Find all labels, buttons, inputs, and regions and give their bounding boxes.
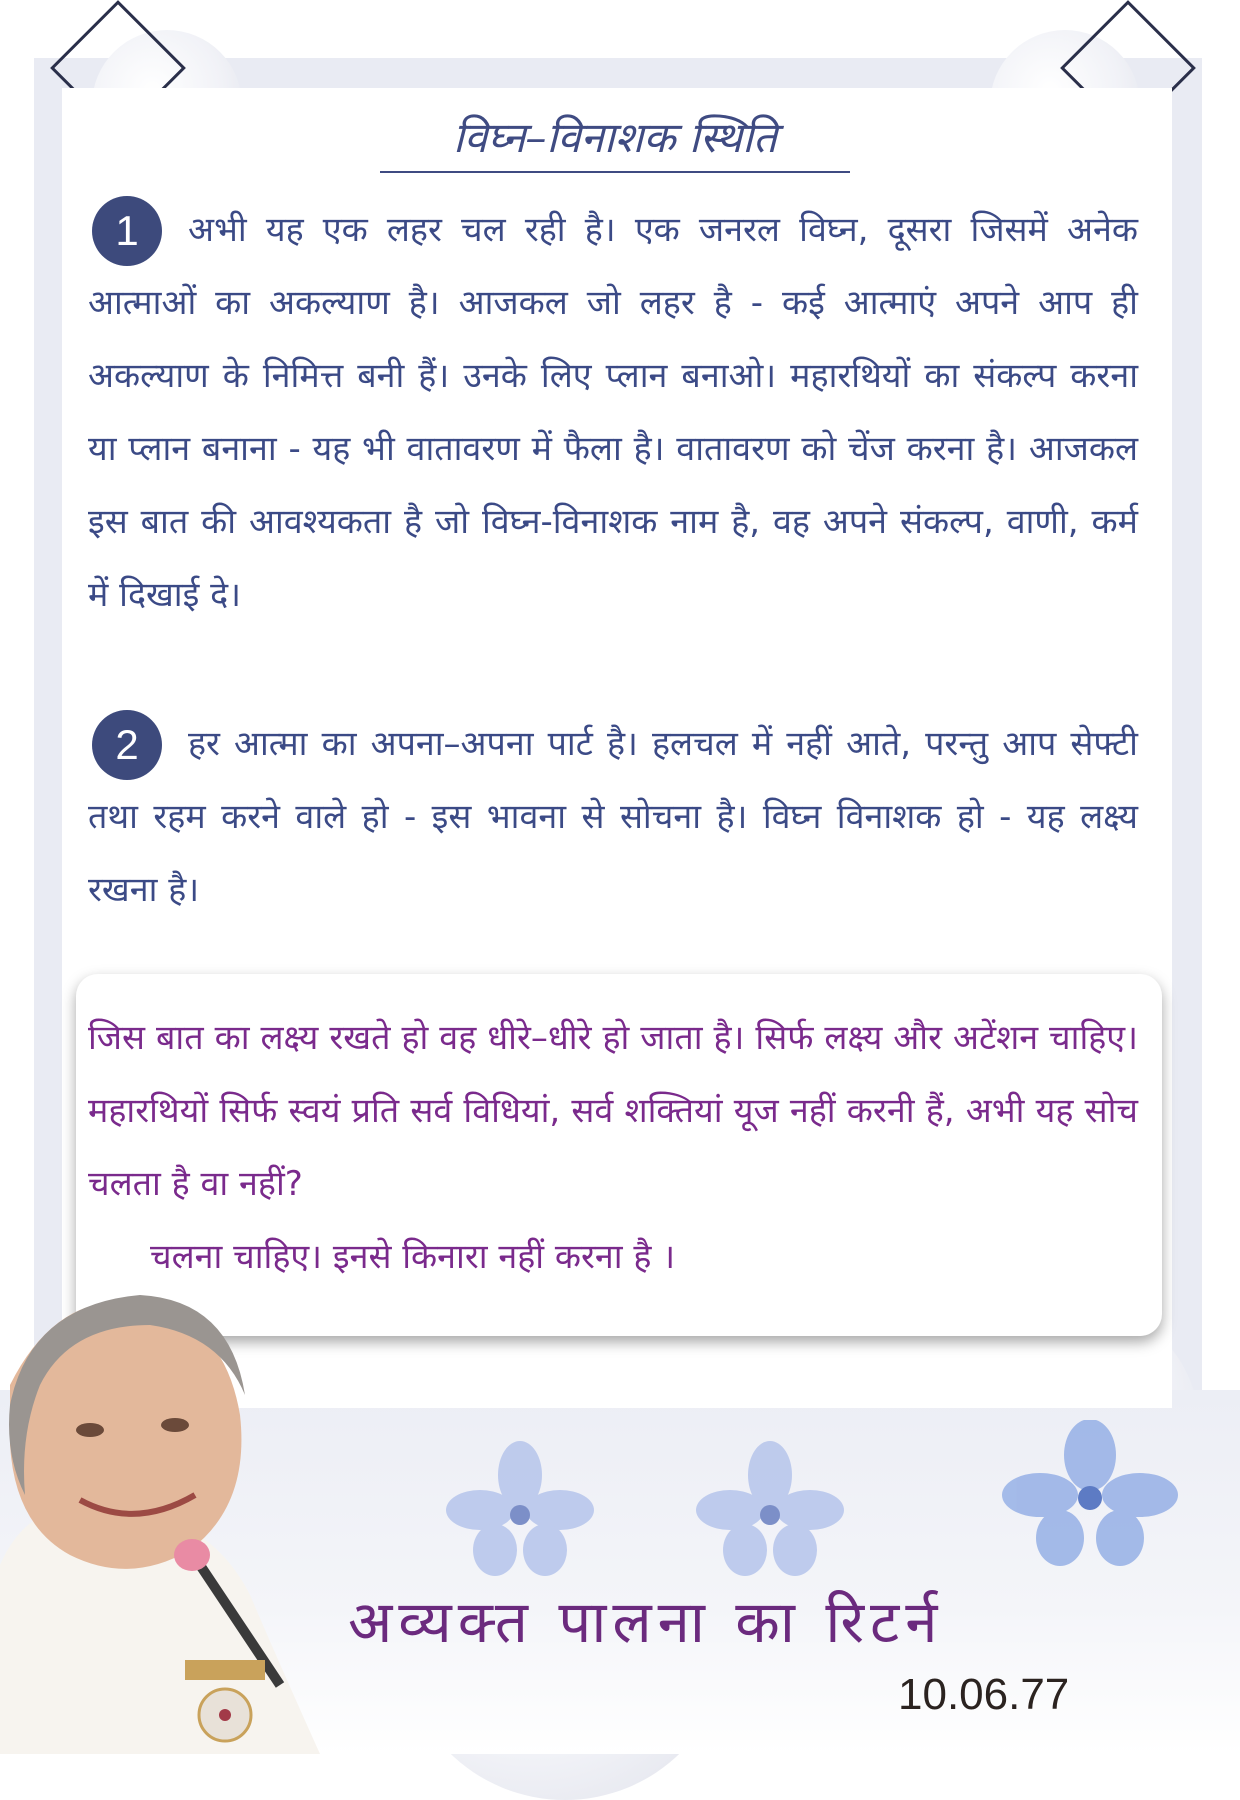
- footer-title: अव्यक्त पालना का रिटर्न: [348, 1588, 944, 1656]
- point-text: हर आत्मा का अपना–अपना पार्ट है। हलचल में नहीं आते, परन्तु आप सेफ्टी तथा रहम करने वाले हो - इस भावना से सोचना है। विघ्न विनाशक हो - यह लक्ष्य रखना है।: [88, 724, 1138, 910]
- point-number-badge: 1: [92, 196, 162, 266]
- flower-icon: [440, 1440, 600, 1580]
- page-title: विघ्न–विनाशक स्थिति: [380, 108, 850, 173]
- speaker-portrait: [0, 1265, 340, 1754]
- flower-icon: [1000, 1420, 1180, 1570]
- callout-line: जिस बात का लक्ष्य रखते हो वह धीरे–धीरे हो जाता है। सिर्फ लक्ष्य और अटेंशन चाहिए। महारथियों सिर्फ स्वयं प्रति सर्व विधियां, सर्व शक्तियां यूज नहीं करनी हैं, अभी यह सोच चलता है वा नहीं?: [88, 1018, 1138, 1204]
- callout-text: [88, 1002, 1138, 1294]
- flower-icon: [690, 1440, 850, 1580]
- point-text: अभी यह एक लहर चल रही है। एक जनरल विघ्न, दूसरा जिसमें अनेक आत्माओं का अकल्याण है। आजकल जो लहर है - कई आत्माएं अपने आप ही अकल्याण के निमित्त बनी हैं। उनके लिए प्लान बनाओ। महारथियों का संकल्प करना या प्लान बनाना - यह भी वातावरण में फैला है। वातावरण को चेंज करना है। आजकल इस बात की आवश्यकता है जो विघ्न-विनाशक नाम है, वह अपने संकल्प, वाणी, कर्म में दिखाई दे।: [88, 210, 1138, 615]
- point-number-badge: 2: [92, 710, 162, 780]
- footer-date: 10.06.77: [898, 1670, 1070, 1719]
- callout-line: चलना चाहिए। इनसे किनारा नहीं करना है ।: [150, 1237, 676, 1277]
